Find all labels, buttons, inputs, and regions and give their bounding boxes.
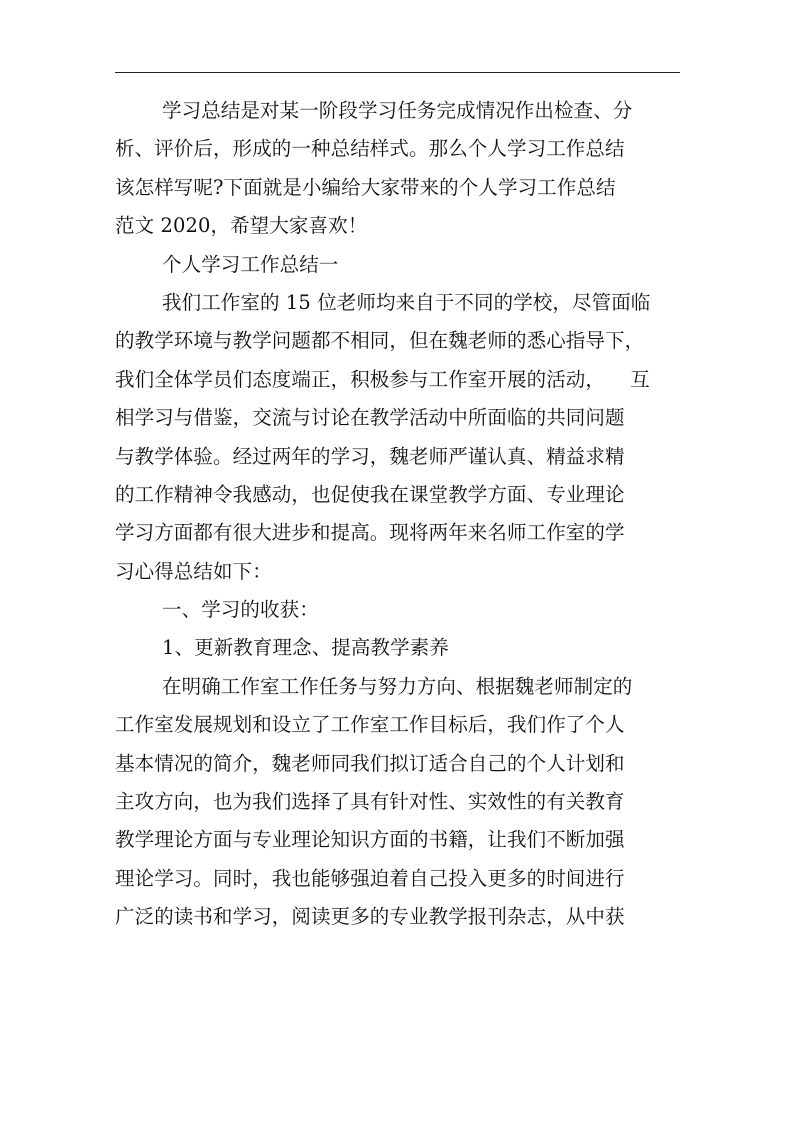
text-line: 习心得总结如下： (115, 559, 272, 583)
subsection-heading: 一、学习的收获： (162, 598, 319, 622)
subsection-heading: 1、更新教育理念、提高教学素养 (162, 636, 449, 660)
text-line: 在明确工作室工作任务与努力方向、根据魏老师制定的 (162, 674, 633, 698)
text-line: 基本情况的简介，魏老师同我们拟订适合自己的个人计划和 (115, 751, 625, 775)
text-line: 理论学习。同时，我也能够强迫着自己投入更多的时间进行 (115, 866, 625, 890)
header-rule (115, 72, 680, 73)
text-line: 析、评价后，形成的一种总结样式。那么个人学习工作总结 (115, 137, 625, 161)
text-line: 相学习与借鉴，交流与讨论在教学活动中所面临的共同问题 (115, 406, 625, 430)
section-heading: 个人学习工作总结一 (162, 252, 339, 276)
text-line: 学习总结是对某一阶段学习任务完成情况作出检查、分 (162, 99, 633, 122)
text-line: 范文 2020，希望大家喜欢！ (115, 214, 368, 238)
text-line: 工作室发展规划和设立了工作室工作目标后，我们作了个人 (115, 713, 625, 737)
text-line: 该怎样写呢?下面就是小编给大家带来的个人学习工作总结 (115, 175, 616, 199)
text-line: 主攻方向，也为我们选择了具有针对性、实效性的有关教育 (115, 790, 625, 814)
text-line: 广泛的读书和学习，阅读更多的专业教学报刊杂志，从中获 (115, 905, 625, 929)
text-line: 的教学环境与教学问题都不相同，但在魏老师的悉心指导下， (115, 329, 645, 353)
text-line: 的工作精神令我感动，也促使我在课堂教学方面、专业理论 (115, 482, 625, 506)
text-line: 我们工作室的 15 位老师均来自于不同的学校，尽管面临 (162, 290, 651, 314)
text-line: 学习方面都有很大进步和提高。现将两年来名师工作室的学 (115, 521, 625, 545)
text-line: 教学理论方面与专业理论知识方面的书籍，让我们不断加强 (115, 828, 625, 852)
text-line: 与教学体验。经过两年的学习，魏老师严谨认真、精益求精 (115, 444, 625, 468)
document-body (115, 92, 687, 937)
text-line: 我们全体学员们态度端正，积极参与工作室开展的活动， 互 (115, 367, 650, 391)
